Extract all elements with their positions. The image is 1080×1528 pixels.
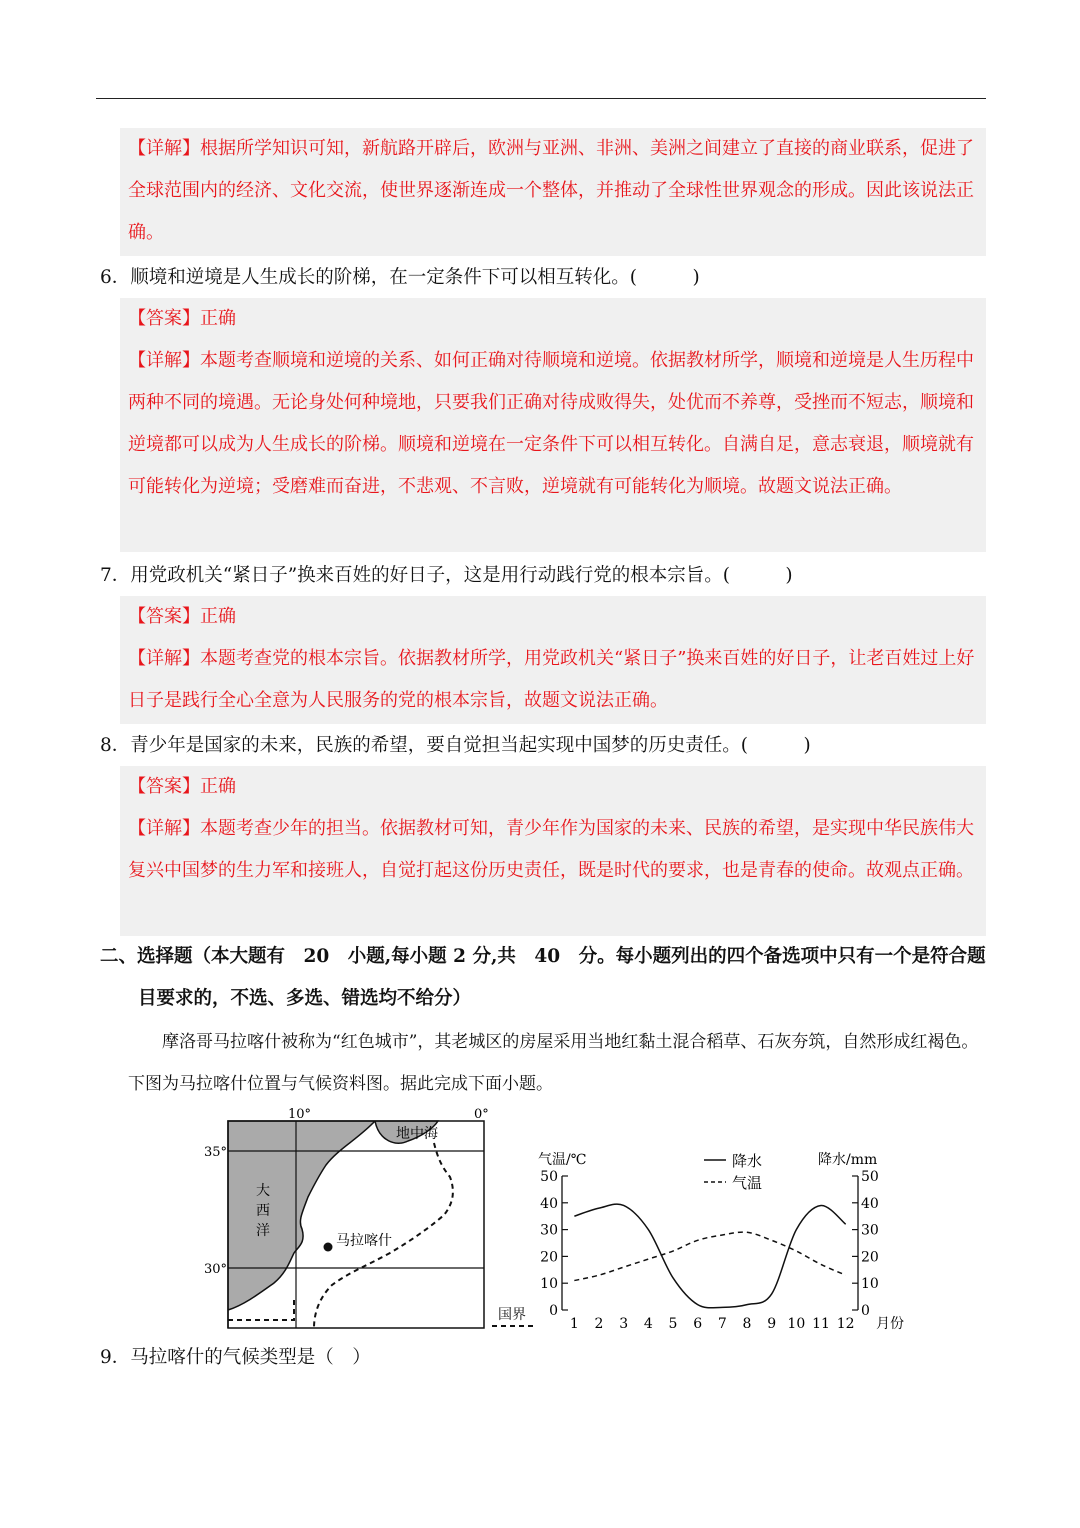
- chart-ylabel-left: 气温/℃: [538, 1152, 587, 1168]
- section-heading-text: 二、选择题（本大题有 20 小题,每小题 2 分,共 40 分。每小题列出的四个备选项中只有一个是符合题目要求的，不选、多选、错选均不给分）: [100, 946, 986, 1009]
- q8-explanation-box: [120, 766, 986, 936]
- left-tick-label: 40: [540, 1195, 558, 1212]
- left-tick-label: 50: [540, 1169, 558, 1185]
- month-tick-label: 1: [569, 1316, 579, 1332]
- legend-precip-label: 降水: [732, 1152, 763, 1170]
- month-tick-label: 6: [693, 1316, 703, 1332]
- ocean-label-1: 大: [256, 1183, 270, 1199]
- lon-10-label: 10°: [288, 1107, 312, 1122]
- q8-question: 8．青少年是国家的未来，民族的希望，要自觉担当起实现中国梦的历史责任。( ): [100, 735, 811, 756]
- left-tick-label: 0: [549, 1303, 558, 1319]
- q8-answer: 【答案】正确: [128, 776, 236, 797]
- q6-explanation-box: [120, 298, 986, 552]
- q6-answer: 【答案】正确: [128, 308, 236, 329]
- legend-temp-label: 气温: [732, 1174, 763, 1192]
- border-legend-line: [492, 1322, 536, 1330]
- q5-explanation-box: [120, 128, 986, 256]
- city-label: 马拉喀什: [336, 1233, 392, 1249]
- q5-detail: 【详解】根据所学知识可知，新航路开辟后，欧洲与亚洲、非洲、美洲之间建立了直接的商业联系，促进了全球范围内的经济、文化交流，使世界逐渐连成一个整体，并推动了全球性世界观念的形成。因此该说法正确。: [128, 138, 974, 243]
- right-tick-label: 20: [861, 1249, 879, 1266]
- month-tick-label: 3: [619, 1316, 629, 1332]
- question-stem-text: 摩洛哥马拉喀什被称为“红色城市”，其老城区的房屋采用当地红黏土混合稻草、石灰夯筑，自然形成红褐色。下图为马拉喀什位置与气候资料图。据此完成下面小题。: [128, 1032, 979, 1094]
- month-tick-label: 10: [787, 1316, 806, 1332]
- lon-0-label: 0°: [474, 1107, 489, 1122]
- q7-question: 7．用党政机关“紧日子”换来百姓的好日子，这是用行动践行党的根本宗旨。( ): [100, 565, 793, 586]
- header-rule: [96, 98, 986, 99]
- month-tick-label: 11: [812, 1316, 830, 1332]
- chart-xlabel: 月份: [876, 1316, 904, 1332]
- city-marker: [324, 1243, 333, 1252]
- month-tick-label: 4: [643, 1316, 653, 1332]
- right-tick-label: 50: [861, 1169, 879, 1185]
- temperature-line: [574, 1232, 845, 1280]
- right-tick-label: 30: [861, 1222, 879, 1239]
- sea-label: 地中海: [396, 1126, 438, 1142]
- left-tick-label: 10: [540, 1276, 558, 1293]
- q6-detail: 【详解】本题考查顺境和逆境的关系、如何正确对待顺境和逆境。依据教材所学，顺境和逆境是人生历程中两种不同的境遇。无论身处何种境地，只要我们正确对待成败得失，处优而不养尊，受挫而不短志，顺境和逆境都可以成为人生成长的阶梯。顺境和逆境在一定条件下可以相互转化。自满自足，意志衰退，顺境就有可能转化为逆境；受磨难而奋进，不悲观、不言败，逆境就有可能转化为顺境。故题文说法正确。: [128, 350, 974, 497]
- month-tick-label: 8: [742, 1316, 752, 1332]
- q7-answer: 【答案】正确: [128, 606, 236, 627]
- q9-question: 9．马拉喀什的气候类型是（ ）: [100, 1347, 371, 1368]
- climate-chart: [534, 1148, 914, 1338]
- right-tick-label: 10: [861, 1276, 879, 1293]
- question-stem: [128, 1021, 984, 1105]
- ocean-label-3: 洋: [256, 1223, 270, 1239]
- left-tick-label: 20: [540, 1249, 558, 1266]
- month-tick-label: 2: [594, 1316, 604, 1332]
- month-tick-label: 9: [767, 1316, 777, 1332]
- q7-detail: 【详解】本题考查党的根本宗旨。依据教材所学，用党政机关“紧日子”换来百姓的好日子，让老百姓过上好日子是践行全心全意为人民服务的党的根本宗旨，故题文说法正确。: [128, 648, 975, 711]
- right-tick-label: 40: [861, 1195, 879, 1212]
- q8-detail: 【详解】本题考查少年的担当。依据教材可知，青少年作为国家的未来、民族的希望，是实现中华民族伟大复兴中国梦的生力军和接班人，自觉打起这份历史责任，既是时代的要求，也是青春的使命。故观点正确。: [128, 818, 974, 881]
- section-heading: [100, 936, 988, 1020]
- lat-35-label: 35°: [204, 1145, 228, 1160]
- lat-30-label: 30°: [204, 1262, 228, 1277]
- chart-ylabel-right: 降水/mm: [818, 1152, 878, 1168]
- left-tick-label: 30: [540, 1222, 558, 1239]
- border-legend-label: 国界: [498, 1307, 526, 1323]
- month-tick-label: 5: [668, 1316, 678, 1332]
- ocean-label-2: 西: [256, 1203, 270, 1219]
- location-map: [198, 1105, 498, 1330]
- q7-explanation-box: [120, 596, 986, 724]
- q6-question: 6．顺境和逆境是人生成长的阶梯，在一定条件下可以相互转化。( ): [100, 267, 700, 288]
- month-tick-label: 12: [836, 1316, 855, 1332]
- month-tick-label: 7: [717, 1316, 727, 1332]
- right-tick-label: 0: [861, 1303, 870, 1319]
